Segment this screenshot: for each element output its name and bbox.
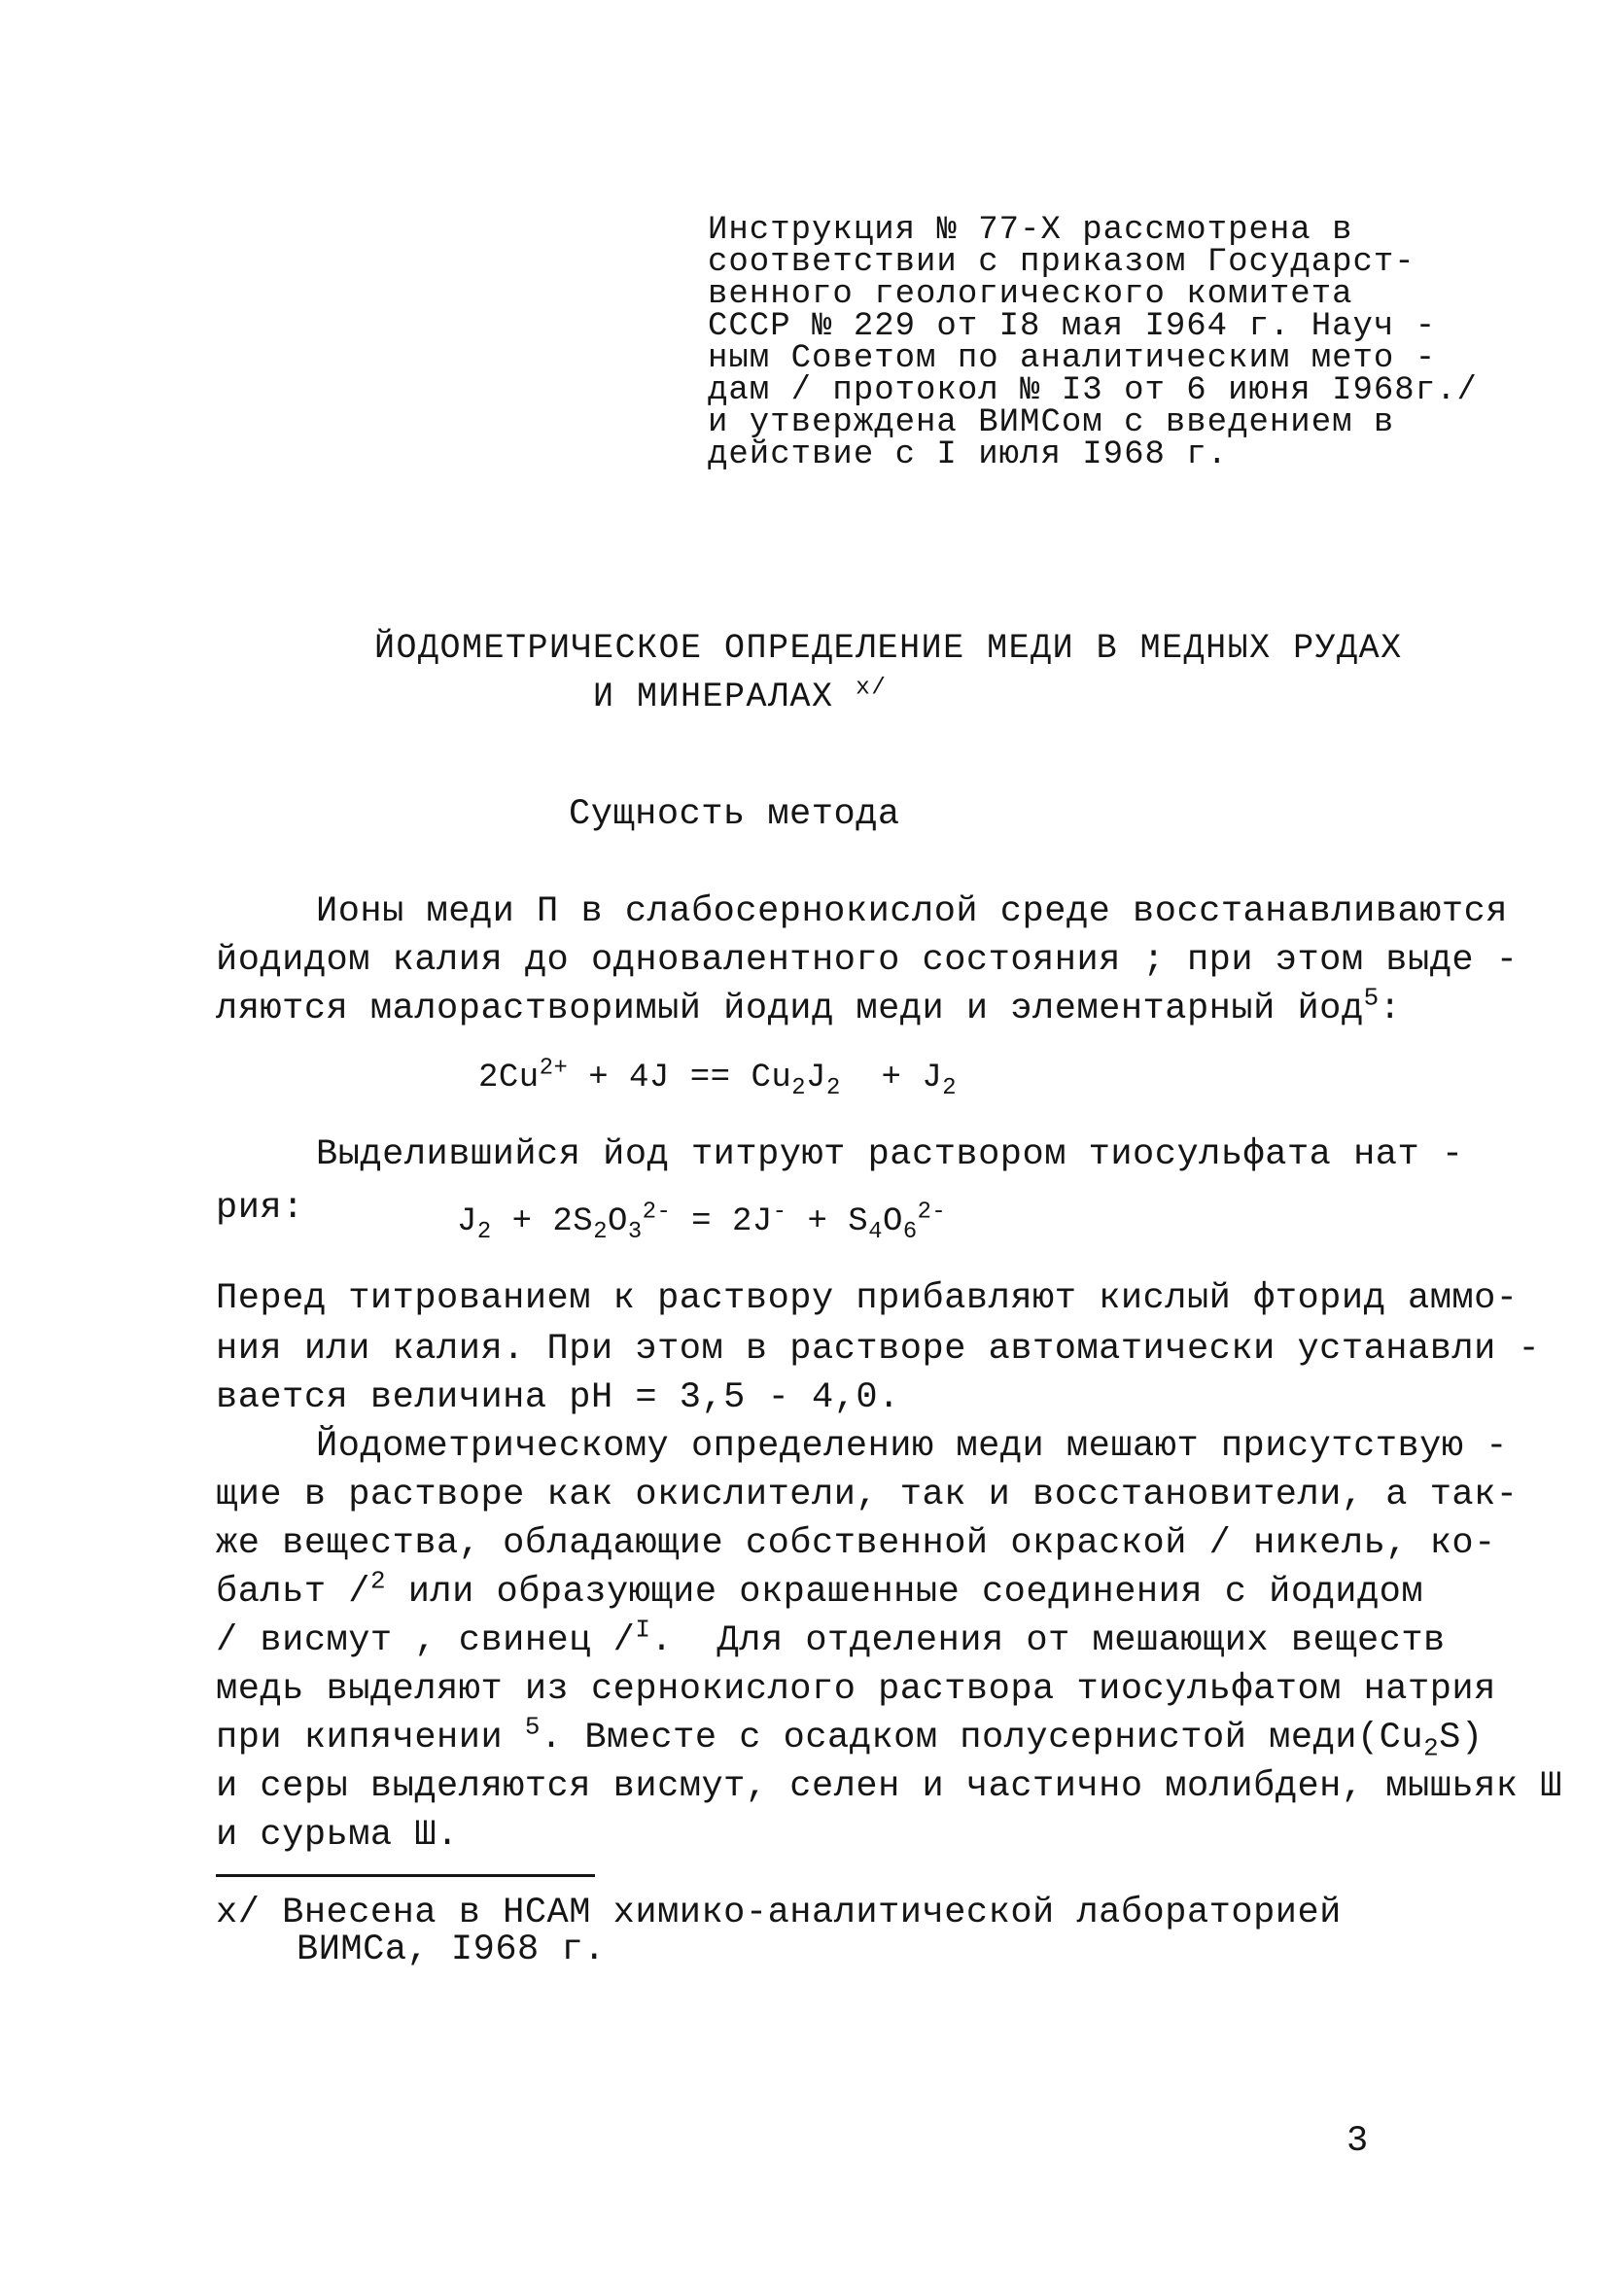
paragraph-2-line-2: рия:	[216, 1188, 304, 1229]
paragraph-4-line-7-c: S)	[1439, 1718, 1484, 1758]
paragraph-4-line-4	[216, 1566, 1424, 1613]
copper-iodide: Cu	[751, 1060, 792, 1096]
copper-charge: 2+	[539, 1055, 569, 1082]
paragraph-4-line-7	[216, 1712, 1484, 1763]
copper-ion: Cu	[498, 1060, 540, 1096]
tetrathionate-o-sub: 6	[902, 1218, 918, 1245]
iodide-term: = 2J	[691, 1203, 773, 1240]
reaction-equation-1	[478, 1055, 958, 1101]
paragraph-3-line-3: вается величина pH = 3,5 - 4,0.	[216, 1377, 900, 1418]
stamp-line: Инструкция № 77-Х рассмотрена в	[708, 212, 1353, 249]
tetrathionate-charge: 2-	[917, 1199, 947, 1226]
paragraph-3-line-1: Перед титрованием к раствору прибавляют кислый фторид аммо-	[216, 1278, 1519, 1319]
iodine-term: + J	[881, 1060, 943, 1096]
stamp-line: дам / протокол № I3 от 6 июня I968г./	[708, 372, 1478, 409]
thiosulfate-s-sub: 2	[593, 1218, 608, 1245]
title-line-2	[593, 675, 888, 716]
paragraph-4-line-8: и серы выделяются висмут, селен и частично молибден, мышьяк Ш	[216, 1766, 1562, 1807]
paragraph-4-line-2: щие в растворе как окислители, так и восстановители, а так-	[216, 1475, 1519, 1515]
paragraph-4-line-6: медь выделяют из сернокислого раствора тиосульфатом натрия	[216, 1669, 1496, 1710]
stamp-line: венного геологического комитета	[708, 276, 1353, 313]
thiosulfate-charge: 2-	[642, 1199, 672, 1226]
paragraph-1-line-3-text: ляются малорастворимый йодид меди и элементарный йод	[216, 989, 1364, 1029]
paragraph-2-line-1: Выделившийся йод титруют раствором тиосульфата нат -	[316, 1134, 1464, 1175]
reference-number: I	[635, 1615, 651, 1645]
stamp-line: соответствии с приказом Государст-	[708, 244, 1416, 281]
reaction-coefficient: 2	[478, 1060, 499, 1096]
copper-iodide-sub: 2	[791, 1074, 807, 1101]
reference-number: 2	[369, 1566, 386, 1596]
paragraph-4-line-1: Йодометрическому определению меди мешают присутствую -	[316, 1426, 1508, 1467]
reaction-equation-2	[457, 1199, 947, 1245]
thiosulfate-term: + 2S	[511, 1203, 594, 1240]
iodide-term: + 4J	[588, 1060, 670, 1096]
title-line-2-text: И МИНЕРАЛАХ	[593, 678, 834, 716]
paragraph-4-line-7-a: при кипячении	[216, 1718, 525, 1758]
thiosulfate-o: O	[608, 1203, 628, 1240]
paragraph-4-line-7-b: . Вместе с осадком полусернистой меди(Cu	[540, 1718, 1424, 1758]
paragraph-4-line-9: и сурьма Ш.	[216, 1815, 459, 1856]
copper-sulfide-sub: 2	[1423, 1733, 1440, 1763]
stamp-line: и утверждена ВИМСом с введением в	[708, 404, 1395, 441]
paragraph-1-line-3	[216, 983, 1402, 1029]
paragraph-1-line-2: йодидом калия до одновалентного состояния ; при этом выде -	[216, 940, 1519, 981]
copper-iodide-j-sub: 2	[825, 1074, 841, 1101]
reference-number: 5	[524, 1712, 541, 1742]
equilibrium-sign: ==	[689, 1060, 731, 1096]
paragraph-1-line-1: Ионы меди П в слабосернокислой среде восстанавливаются	[316, 891, 1508, 932]
section-heading: Сущность метода	[569, 794, 900, 835]
paragraph-1-colon: :	[1379, 989, 1402, 1029]
stamp-line: ным Советом по аналитическим мето -	[708, 340, 1437, 377]
stamp-line: действие с I июля I968 г.	[708, 436, 1229, 473]
footnote-separator	[216, 1874, 595, 1877]
iodine-sub: 2	[942, 1074, 958, 1101]
iodine-sub: 2	[476, 1218, 492, 1245]
tetrathionate-term: + S	[807, 1203, 869, 1240]
paragraph-4-line-5	[216, 1615, 1446, 1661]
paragraph-4-line-4-b: или образующие окрашенные соединения с йодидом	[385, 1572, 1424, 1613]
copper-iodide-j: J	[806, 1060, 826, 1096]
paragraph-4-line-5-a: / висмут , свинец /	[216, 1620, 636, 1661]
page-number: 3	[1346, 2121, 1369, 2162]
paragraph-3-line-2: ния или калия. При этом в растворе автоматически устанавли -	[216, 1329, 1541, 1370]
tetrathionate-s-sub: 4	[868, 1218, 883, 1245]
reference-number: 5	[1363, 983, 1380, 1013]
footnote-line-1: х/ Внесена в НСАМ химико-аналитической лабораторией	[216, 1893, 1342, 1933]
iodine: J	[457, 1203, 477, 1240]
paragraph-4-line-5-b: . Для отделения от мешающих веществ	[650, 1620, 1446, 1661]
title-footnote-mark: х/	[856, 675, 888, 702]
stamp-line: СССР № 229 от I8 мая I964 г. Науч -	[708, 308, 1437, 345]
title-line-1: ЙОДОМЕТРИЧЕСКОЕ ОПРЕДЕЛЕНИЕ МЕДИ В МЕДНЫХ РУДАХ	[374, 629, 1403, 668]
paragraph-4-line-3: же вещества, обладающие собственной окраской / никель, ко-	[216, 1523, 1496, 1564]
footnote-line-2: ВИМСа, I968 г.	[297, 1930, 606, 1970]
thiosulfate-o-sub: 3	[627, 1218, 643, 1245]
tetrathionate-o: O	[882, 1203, 903, 1240]
paragraph-4-line-4-a: бальт /	[216, 1572, 370, 1613]
iodide-charge: -	[772, 1199, 787, 1226]
